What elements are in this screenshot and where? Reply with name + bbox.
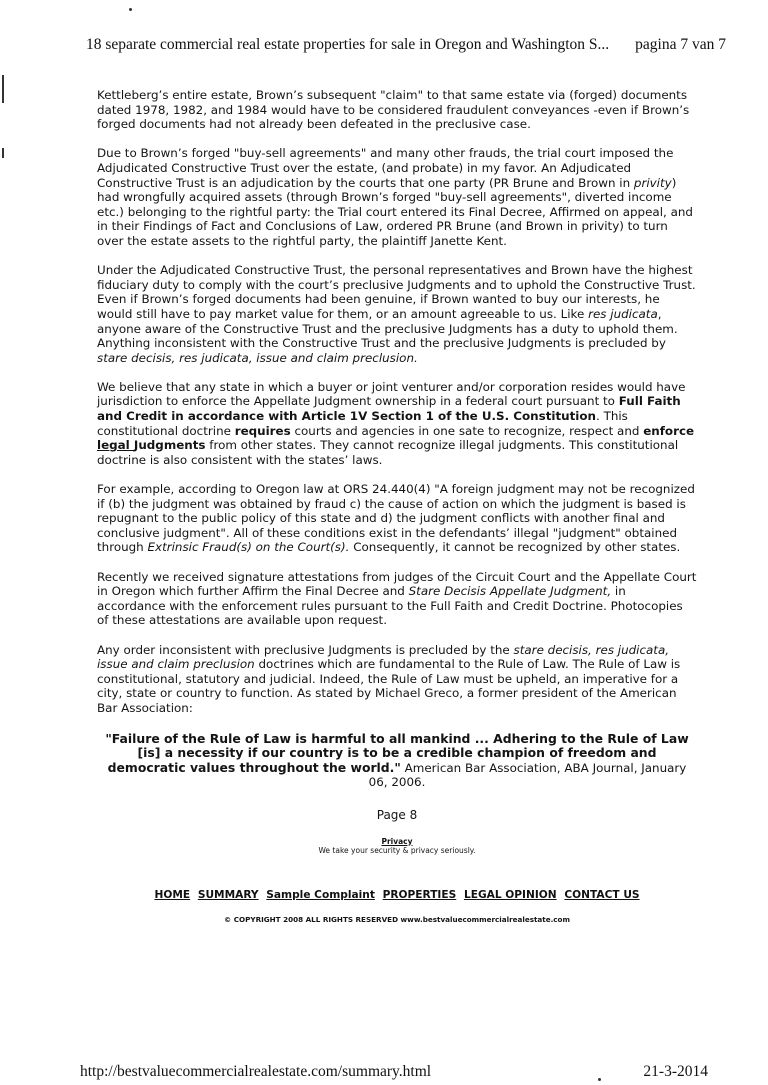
paragraph	[97, 88, 697, 132]
paragraph	[97, 263, 697, 365]
scan-edge-mark	[2, 75, 4, 103]
print-header-page-info: pagina 7 van 7	[635, 36, 726, 53]
print-header	[86, 36, 726, 54]
text-run: Kettleberg’s entire estate, Brown’s subsequent "claim" to that same estate via (forged) documents dated 1978, 1982, and 1984 would have to be considered fraudulent conveyances -even if Brown’s forged documents had not already been defeated in the preclusive case.	[97, 88, 690, 132]
italic-text: privity	[633, 175, 672, 190]
underlined-bold-text: legal	[97, 438, 134, 453]
print-footer-date: 21-3-2014	[643, 1063, 708, 1080]
print-footer-url: http://bestvaluecommercialrealestate.com/summary.html	[80, 1063, 432, 1080]
text-run: For example, according to Oregon law at ORS 24.440(4) "A foreign judgment may not be recognized if (b) the judgment was obtained by fraud c) the cause of action on which the judgment is based is repugnant to the public policy of this state and d) the judgment conflicts with another final and conclusive judgment". All of these conditions exist in the defendants’ illegal "judgment" obtained through	[97, 482, 695, 555]
nav-link-home[interactable]: HOME	[154, 888, 191, 901]
text-run: from other states. They cannot recognize illegal judgments. This constitutional doctrine is also consistent with the states’ laws.	[97, 438, 679, 467]
privacy-link[interactable]: Privacy	[381, 836, 413, 846]
print-header-title: 18 separate commercial real estate properties for sale in Oregon and Washington S...	[86, 36, 610, 53]
print-footer	[80, 1063, 708, 1081]
bold-text: Full Faith and Credit in accordance with Article 1V Section 1 of the U.S. Constitution	[97, 394, 681, 424]
text-run: , anyone aware of the Constructive Trust and the preclusive Judgments has a duty to uphold them. Anything inconsistent with the Constructive Trust and the preclusive Judgments is precluded by	[97, 306, 678, 351]
blockquote	[97, 732, 697, 790]
nav-link-summary[interactable]: SUMMARY	[197, 888, 259, 901]
privacy-section	[97, 837, 697, 855]
text-run: Consequently, it cannot be recognized by other states.	[349, 540, 681, 555]
page-number: Page 8	[376, 807, 418, 822]
privacy-text: We take your security & privacy seriously.	[318, 845, 476, 855]
italic-text: Stare Decisis Appellate Judgment,	[408, 584, 612, 599]
italic-text: stare decisis, res judicata, issue and claim preclusion	[97, 642, 670, 672]
paragraph	[97, 570, 697, 628]
nav-link-legal-opinion[interactable]: LEGAL OPINION	[463, 888, 557, 901]
text-run: Any order inconsistent with preclusive Judgments is precluded by the	[97, 642, 514, 657]
bold-text: Judgments	[133, 438, 206, 453]
text-run: Recently we received signature attestations from judges of the Circuit Court and the Appellate Court in Oregon which further Affirm the Final Decree and	[97, 569, 697, 599]
text-run: Due to Brown’s forged "buy-sell agreements" and many other frauds, the trial court imposed the Adjudicated Constructive Trust over the estate, (and probate) in my favor. An Adjudicated Constructive Trust is an adjudication by the courts that one party (PR Brune and Brown in	[97, 146, 674, 190]
scan-edge-mark	[2, 148, 4, 158]
quote-source: American Bar Association, ABA Journal, January 06, 2006.	[368, 760, 687, 790]
text-run: We believe that any state in which a buyer or joint venturer and/or corporation resides would have jurisdiction to enforce the Appellate Judgment ownership in a federal court pursuant to	[97, 379, 686, 409]
text-run: courts and agencies in one sate to recognize, respect and	[290, 423, 644, 438]
paragraph	[97, 146, 697, 248]
quote-text: "Failure of the Rule of Law is harmful to all mankind ... Adhering to the Rule of Law [is] a necessity if our country is to be a credible champion of freedom and democratic values throughout the world."	[105, 730, 689, 775]
text-run: ) had wrongfully acquired assets (through Brown’s forged "buy-sell agreements", diverted income etc.) belonging to the rightful party: the Trial court entered its Final Decree, Affirmed on appeal, and in their Findings of Fact and Conclusions of Law, ordered PR Brune (and Brown in privity) to turn over the estate assets to the rightful party, the plaintiff Janette Kent.	[97, 175, 693, 248]
paragraph	[97, 482, 697, 555]
nav-link-sample-complaint[interactable]: Sample Complaint	[266, 888, 375, 901]
paragraph	[97, 380, 697, 468]
bold-text: enforce	[643, 423, 695, 438]
text-run: doctrines which are fundamental to the Rule of Law. The Rule of Law is constitutional, statutory and judicial. Indeed, the Rule of Law must be upheld, an imperative for a city, state or country to function. As stated by Michael Greco, a former president of the American Bar Association:	[97, 657, 681, 715]
document-body	[97, 88, 697, 928]
italic-text: stare decisis, res judicata, issue and claim preclusion.	[97, 350, 418, 365]
nav-link-properties[interactable]: PROPERTIES	[382, 888, 457, 901]
text-run: . This constitutional doctrine	[97, 409, 628, 438]
bold-text: requires	[234, 423, 291, 438]
italic-text: Extrinsic Fraud(s) on the Court(s).	[147, 540, 350, 555]
text-run: in accordance with the enforcement rules pursuant to the Full Faith and Credit Doctrine. Photocopies of these attestations are available upon request.	[97, 584, 683, 628]
scan-dot	[129, 8, 132, 11]
italic-text: res judicata	[588, 306, 658, 321]
paragraph	[97, 643, 697, 716]
footer-nav	[97, 888, 697, 903]
nav-link-contact-us[interactable]: CONTACT US	[564, 888, 640, 901]
text-run: Under the Adjudicated Constructive Trust, the personal representatives and Brown have the highest fiduciary duty to comply with the court’s preclusive Judgments and to uphold the Constructive Trust. Even if Brown’s forged documents had been genuine, if Brown wanted to buy our interests, he would still have to pay market value for them, or an amount agreeable to us. Like	[97, 263, 696, 321]
copyright-notice: © COPYRIGHT 2008 ALL RIGHTS RESERVED www.bestvaluecommercialrealestate.com	[224, 915, 570, 925]
